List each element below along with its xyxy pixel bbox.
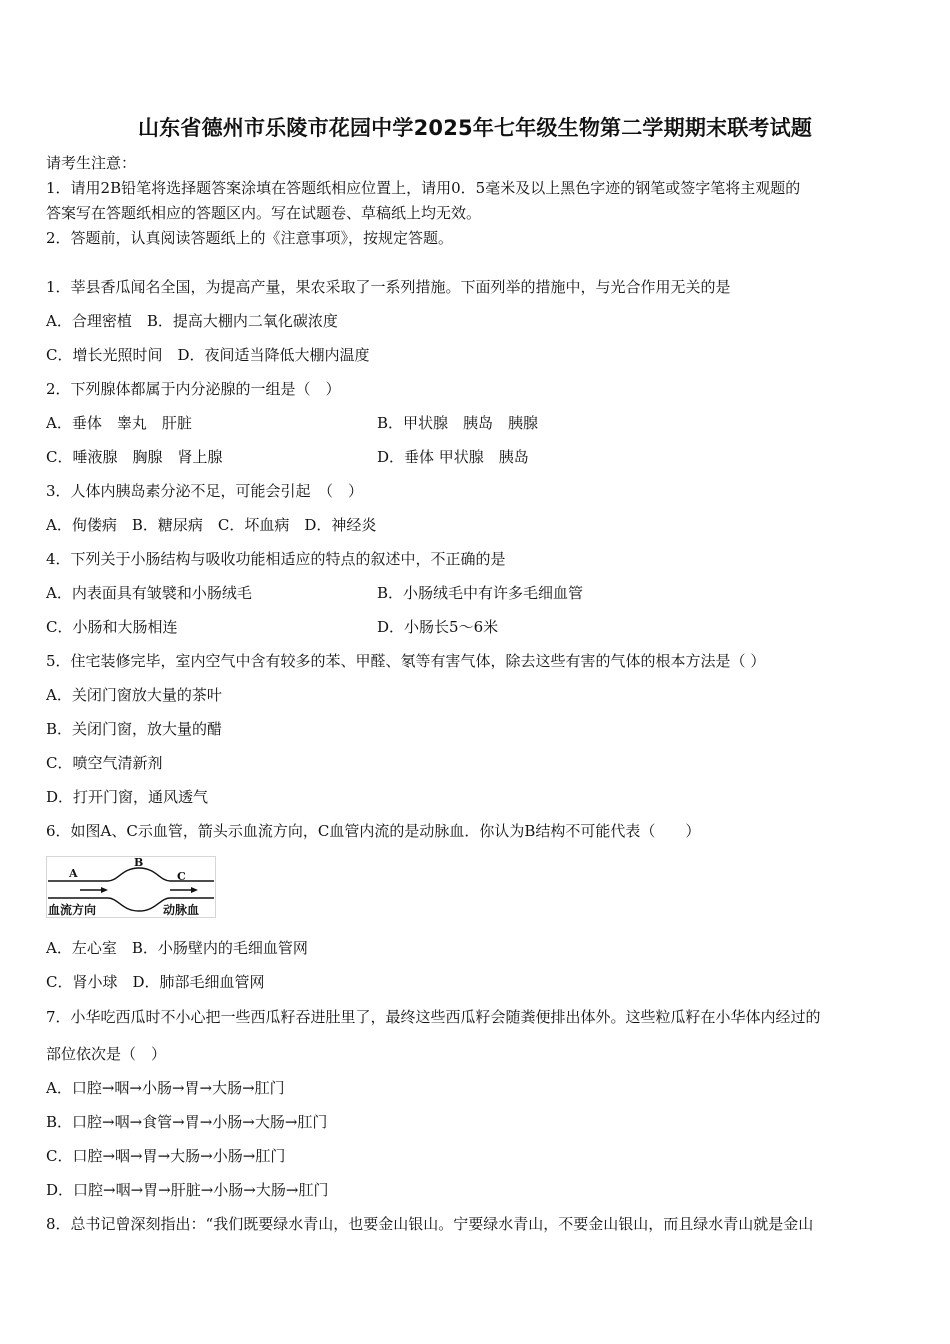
q2-stem: 2．下列腺体都属于内分泌腺的一组是（ ） xyxy=(46,380,341,398)
q3-options: A．佝偻病 B．糖尿病 C．坏血病 D．神经炎 xyxy=(46,516,377,534)
notice-heading: 请考生注意： xyxy=(46,154,137,172)
label-b: B xyxy=(134,856,144,869)
q7-option-d: D．口腔→咽→胃→肝脏→小肠→大肠→肛门 xyxy=(46,1181,329,1199)
caption-arterial-blood: 动脉血 xyxy=(163,903,200,917)
q4-stem: 4．下列关于小肠结构与吸收功能相适应的特点的叙述中，不正确的是 xyxy=(46,550,506,568)
flow-arrow-left-head xyxy=(101,887,108,893)
q2-option-a: A．垂体 睾丸 肝脏 xyxy=(46,414,192,432)
q7-option-a: A．口腔→咽→小肠→胃→大肠→肛门 xyxy=(46,1079,285,1097)
q7-stem-cont: 部位依次是（ ） xyxy=(46,1045,167,1063)
q4-option-d: D．小肠长5～6米 xyxy=(377,618,499,636)
q6-stem: 6．如图A、C示血管，箭头示血流方向，C血管内流的是动脉血．你认为B结构不可能代表（ ） xyxy=(46,822,701,840)
q5-option-a: A．关闭门窗放大量的茶叶 xyxy=(46,686,222,704)
q8-stem: 8．总书记曾深刻指出：“我们既要绿水青山，也要金山银山。宁要绿水青山，不要金山银山，而且绿水青山就是金山 xyxy=(46,1215,814,1233)
flow-arrow-right-head xyxy=(191,887,198,893)
q5-stem: 5．住宅装修完毕，室内空气中含有较多的苯、甲醛、氡等有害气体，除去这些有害的气体的根本方法是（ ） xyxy=(46,652,766,670)
q2-option-d: D．垂体 甲状腺 胰岛 xyxy=(377,448,529,466)
q2-option-c: C．唾液腺 胸腺 肾上腺 xyxy=(46,448,223,466)
q1-options-row-2: C．增长光照时间 D．夜间适当降低大棚内温度 xyxy=(46,346,370,364)
label-a: A xyxy=(69,867,78,880)
q4-option-c: C．小肠和大肠相连 xyxy=(46,618,178,636)
q3-stem: 3．人体内胰岛素分泌不足，可能会引起 （ ） xyxy=(46,482,364,500)
q7-option-b: B．口腔→咽→食管→胃→小肠→大肠→肛门 xyxy=(46,1113,328,1131)
q1-options-row-1: A．合理密植 B．提高大棚内二氧化碳浓度 xyxy=(46,312,338,330)
q6-options-row-2: C．肾小球 D．肺部毛细血管网 xyxy=(46,973,265,991)
q4-option-b: B．小肠绒毛中有许多毛细血管 xyxy=(377,584,584,602)
blood-vessel-diagram xyxy=(46,856,216,918)
notice-line-1: 1．请用2B铅笔将选择题答案涂填在答题纸相应位置上，请用0．5毫米及以上黑色字迹的钢笔或签字笔将主观题的 xyxy=(46,179,801,197)
q5-option-c: C．喷空气清新剂 xyxy=(46,754,163,772)
notice-line-2: 2．答题前，认真阅读答题纸上的《注意事项》，按规定答题。 xyxy=(46,229,454,247)
label-c: C xyxy=(177,870,186,883)
q7-option-c: C．口腔→咽→胃→大肠→小肠→肛门 xyxy=(46,1147,286,1165)
q4-option-a: A．内表面具有皱襞和小肠绒毛 xyxy=(46,584,252,602)
q7-stem: 7．小华吃西瓜时不小心把一些西瓜籽吞进肚里了，最终这些西瓜籽会随粪便排出体外。这些粒瓜籽在小华体内经过的 xyxy=(46,1008,821,1026)
q5-option-d: D．打开门窗，通风透气 xyxy=(46,788,209,806)
exam-title: 山东省德州市乐陵市花园中学2025年七年级生物第二学期期末联考试题 xyxy=(137,116,813,140)
q2-option-b: B．甲状腺 胰岛 胰腺 xyxy=(377,414,539,432)
caption-flow-direction: 血流方向 xyxy=(48,903,97,917)
q6-options-row-1: A．左心室 B．小肠壁内的毛细血管网 xyxy=(46,939,308,957)
q5-option-b: B．关闭门窗，放大量的醋 xyxy=(46,720,223,738)
q1-stem: 1．莘县香瓜闻名全国，为提高产量，果农采取了一系列措施。下面列举的措施中，与光合作用无关的是 xyxy=(46,278,731,296)
notice-line-1-cont: 答案写在答题纸相应的答题区内。写在试题卷、草稿纸上均无效。 xyxy=(46,204,482,222)
